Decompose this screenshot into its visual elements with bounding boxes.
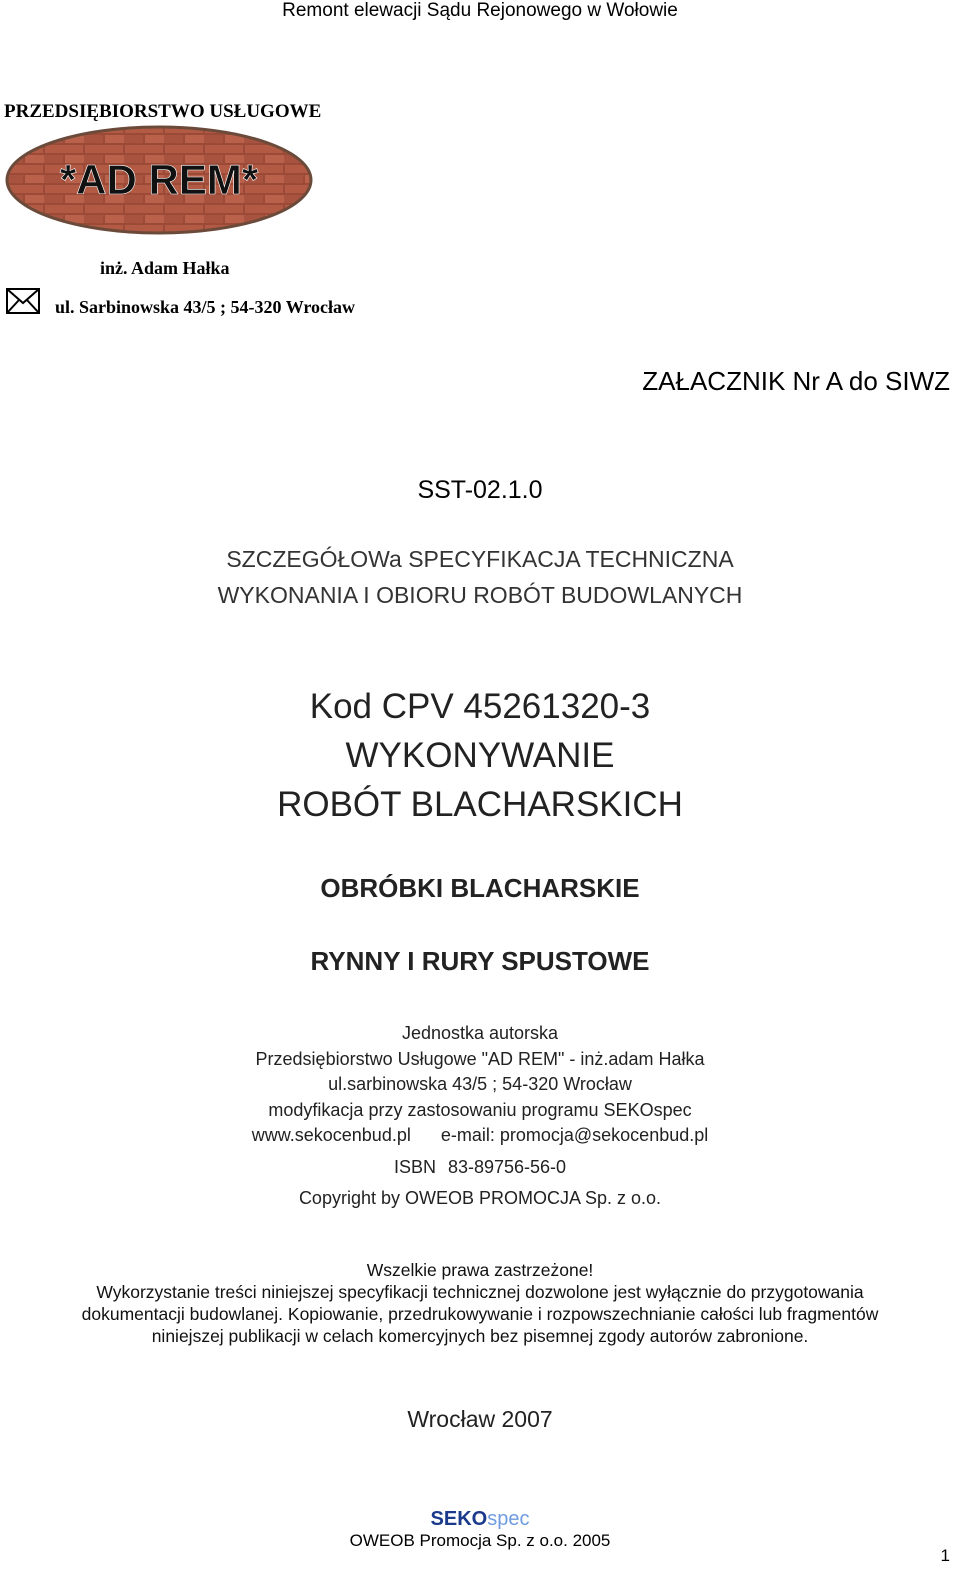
page-number: 1	[940, 1546, 950, 1565]
author-note: modyfikacja przy zastosowaniu programu SEKOspec	[268, 1099, 692, 1120]
author-info	[0, 1021, 960, 1212]
svg-text:*AD REM*: *AD REM*	[59, 156, 259, 203]
rights-notice	[0, 1259, 960, 1347]
cpv-line: ROBÓT BLACHARSKICH	[277, 785, 683, 824]
spec-title-line: SZCZEGÓŁOWa SPECYFIKACJA TECHNICZNA	[226, 546, 734, 572]
isbn-line	[0, 1155, 960, 1181]
cpv-line: WYKONYWANIE	[345, 736, 615, 775]
author-company: Przedsiębiorstwo Usługowe "AD REM" - inż.adam Hałka	[255, 1048, 705, 1069]
annex-label: ZAŁACZNIK Nr A do SIWZ	[642, 366, 950, 396]
company-name: PRZEDSIĘBIORSTWO USŁUGOWE	[4, 101, 322, 122]
rights-line: niniejszej publikacji w celach komercyjnych bez pisemnej zgody autorów zabronione.	[151, 1326, 809, 1346]
author-label: Jednostka autorska	[401, 1023, 559, 1043]
envelope-icon	[6, 288, 40, 314]
rights-line: dokumentacji budowlanej. Kopiowanie, przedrukowywanie i rozpowszechnianie całości lub fragmentów	[81, 1304, 879, 1324]
rights-heading: Wszelkie prawa zastrzeżone!	[366, 1260, 594, 1280]
cpv-block	[0, 682, 960, 829]
rights-line: Wykorzystanie treści niniejszej specyfikacji technicznej dozwolone jest wyłącznie do przygotowania	[96, 1282, 864, 1302]
author-contact	[0, 1123, 960, 1149]
running-header: Remont elewacji Sądu Rejonowego w Wołowie	[282, 0, 678, 21]
document-code: SST-02.1.0	[417, 476, 543, 504]
cpv-code: Kod CPV 45261320-3	[309, 687, 651, 726]
author-address: ul.sarbinowska 43/5 ; 54-320 Wrocław	[328, 1074, 632, 1094]
isbn-number: 83-89756-56-0	[447, 1156, 567, 1177]
sekospec-logo	[0, 1508, 960, 1531]
copyright: Copyright by OWEOB PROMOCJA Sp. z o.o.	[298, 1188, 662, 1208]
footer-text: OWEOB Promocja Sp. z o.o. 2005	[349, 1531, 611, 1550]
company-address: ul. Sarbinowska 43/5 ; 54-320 Wrocław	[55, 297, 356, 317]
place-date: Wrocław 2007	[407, 1406, 553, 1432]
subtitle-gutters: RYNNY I RURY SPUSTOWE	[310, 946, 650, 976]
email-link[interactable]: e-mail: promocja@sekocenbud.pl	[440, 1125, 709, 1145]
subtitle-flashing: OBRÓBKI BLACHARSKIE	[320, 873, 640, 903]
spec-title	[0, 541, 960, 613]
company-logo	[4, 124, 314, 236]
isbn-label: ISBN	[393, 1156, 436, 1177]
brand-part2: spec	[487, 1508, 530, 1530]
brand-part1: SEKO	[430, 1508, 488, 1530]
engineer-name: inż. Adam Hałka	[100, 258, 230, 278]
website-link[interactable]: www.sekocenbud.pl	[251, 1125, 411, 1145]
spec-title-line: WYKONANIA I OBIORU ROBÓT BUDOWLANYCH	[217, 582, 743, 608]
